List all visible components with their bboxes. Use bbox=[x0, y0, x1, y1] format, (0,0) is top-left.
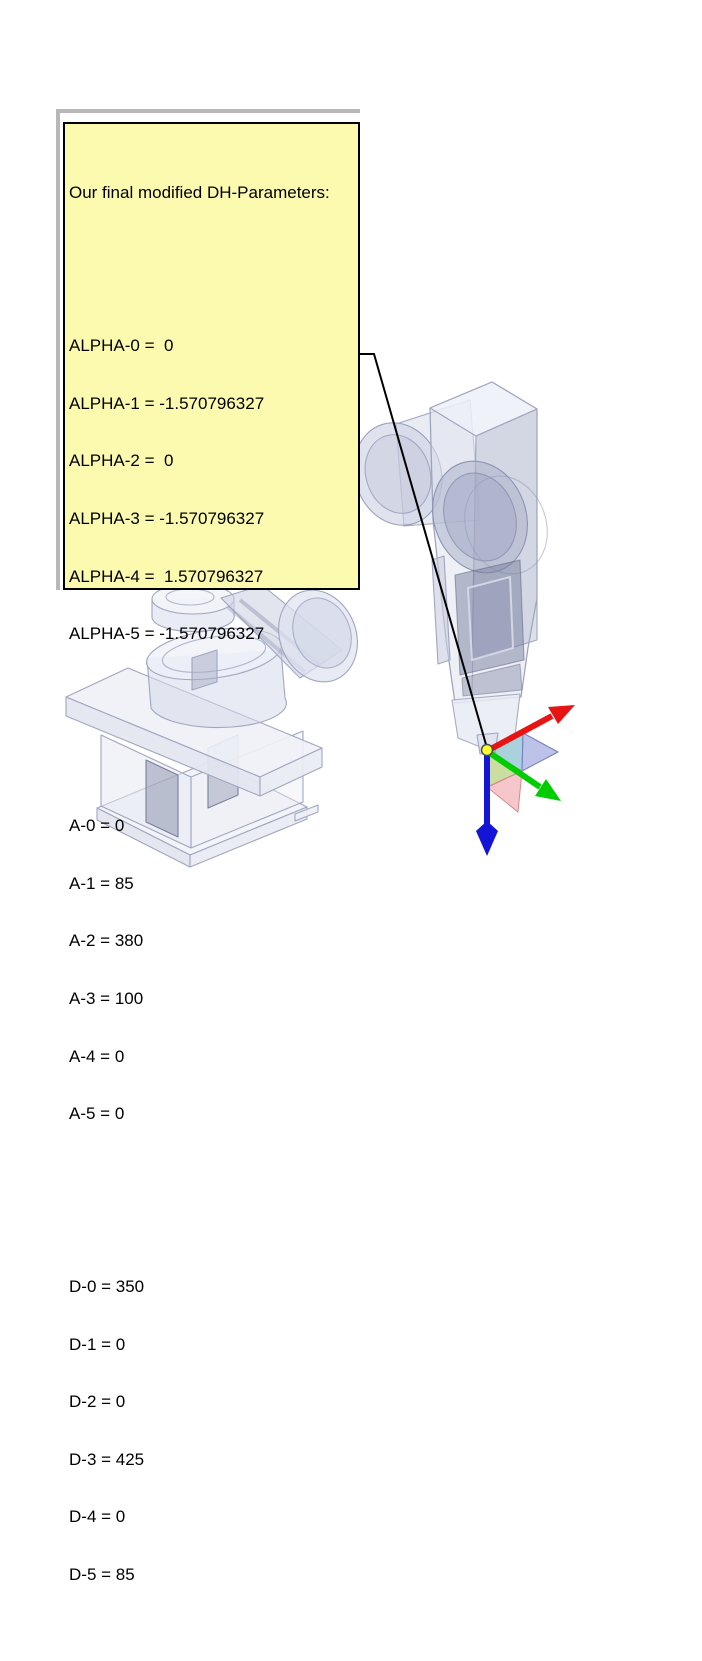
dh-param-line: D-3 = 425 bbox=[69, 1449, 145, 1469]
d-parameters-group bbox=[69, 1239, 358, 1623]
dh-param-line: ALPHA-0 = 0 bbox=[69, 336, 174, 356]
dh-param-line: ALPHA-5 = -1.570796327 bbox=[69, 624, 265, 644]
dh-param-line: A-1 = 85 bbox=[69, 873, 134, 893]
origin-marker bbox=[482, 745, 493, 756]
note-title: Our final modified DH-Parameters: bbox=[69, 182, 330, 202]
dh-param-line: ALPHA-4 = 1.570796327 bbox=[69, 566, 264, 586]
dh-param-line: ALPHA-1 = -1.570796327 bbox=[69, 393, 265, 413]
dh-param-line: D-0 = 350 bbox=[69, 1276, 145, 1296]
dh-param-line: A-5 = 0 bbox=[69, 1104, 125, 1124]
dh-parameters-note bbox=[63, 122, 360, 1584]
alpha-parameters-group bbox=[69, 298, 358, 682]
dh-param-line: A-0 = 0 bbox=[69, 816, 125, 836]
dh-param-line: D-1 = 0 bbox=[69, 1334, 126, 1354]
dh-param-line: A-4 = 0 bbox=[69, 1046, 125, 1066]
dh-param-line: ALPHA-3 = -1.570796327 bbox=[69, 508, 265, 528]
dh-param-line: D-4 = 0 bbox=[69, 1507, 126, 1527]
dh-param-line: D-2 = 0 bbox=[69, 1392, 126, 1412]
plane-blue bbox=[522, 733, 558, 771]
dh-param-line: A-3 = 100 bbox=[69, 988, 144, 1008]
dh-param-line: D-5 = 85 bbox=[69, 1564, 135, 1584]
dh-param-line: ALPHA-2 = 0 bbox=[69, 451, 174, 471]
a-parameters-group bbox=[69, 778, 358, 1162]
dh-param-line: A-2 = 380 bbox=[69, 931, 144, 951]
